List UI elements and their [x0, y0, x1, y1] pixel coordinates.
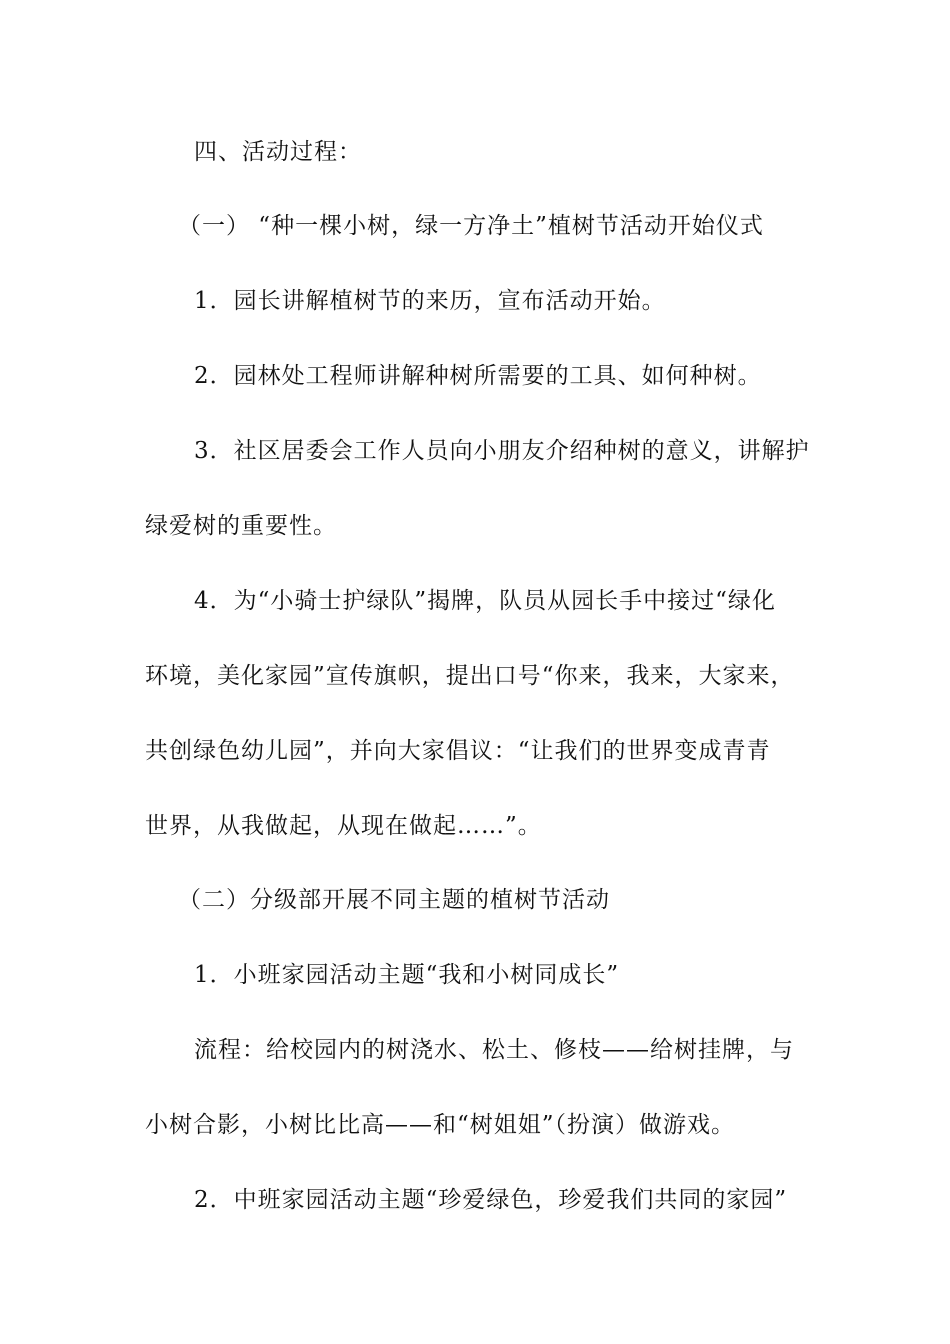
paragraph-line: 1．园长讲解植树节的来历，宣布活动开始。 — [194, 288, 666, 314]
paragraph-line: 3．社区居委会工作人员向小朋友介绍种树的意义，讲解护 — [194, 438, 810, 464]
paragraph-line: 共创绿色幼儿园”，并向大家倡议：“让我们的世界变成青青 — [145, 738, 771, 764]
paragraph-line: 小树合影，小树比比高——和“树姐姐”（扮演）做游戏。 — [145, 1112, 736, 1138]
paragraph-line: 世界，从我做起，从现在做起……”。 — [145, 813, 542, 839]
paragraph-line: 4．为“小骑士护绿队”揭牌，队员从园长手中接过“绿化 — [194, 588, 776, 614]
subsection-heading: （二）分级部开展不同主题的植树节活动 — [178, 887, 610, 913]
paragraph-line: 环境，美化家园”宣传旗帜，提出口号“你来，我来，大家来， — [145, 663, 795, 689]
paragraph-line: 2．中班家园活动主题“珍爱绿色，珍爱我们共同的家园” — [194, 1187, 788, 1213]
section-heading: 四、活动过程： — [194, 139, 362, 165]
paragraph-line: 1．小班家园活动主题“我和小树同成长” — [194, 962, 620, 988]
paragraph-line: 流程：给校园内的树浇水、松土、修枝——给树挂牌，与 — [194, 1037, 794, 1063]
subsection-heading: （一） “种一棵小树，绿一方净土”植树节活动开始仪式 — [178, 213, 764, 239]
paragraph-line: 2．园林处工程师讲解种树所需要的工具、如何种树。 — [194, 363, 762, 389]
paragraph-line: 绿爱树的重要性。 — [145, 513, 337, 539]
